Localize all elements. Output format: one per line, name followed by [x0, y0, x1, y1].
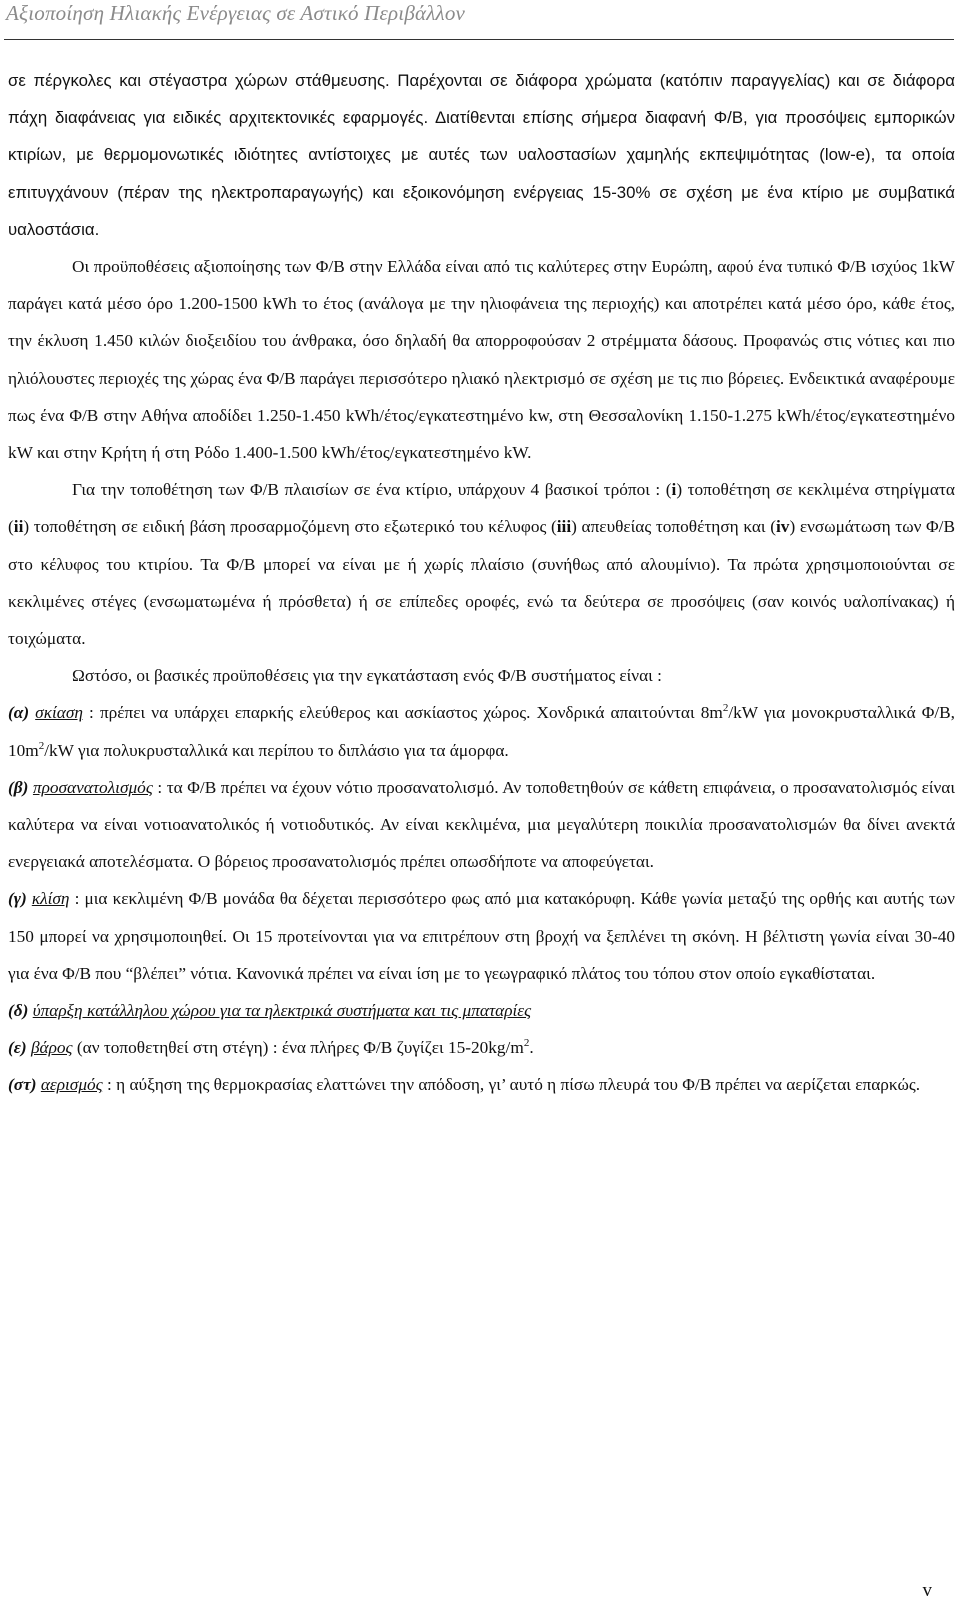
- item-label: (α): [8, 703, 30, 723]
- item-term: ύπαρξη κατάλληλου χώρου για τα ηλεκτρικά συστήματα και τις μπαταρίες: [32, 1001, 532, 1021]
- item-weight: (ε) βάρος (αν τοποθετηθεί στη στέγη) : ένα πλήρες Φ/Β ζυγίζει $15-20kg/m^2$.: [8, 1037, 534, 1058]
- item-label: (β): [8, 777, 29, 797]
- header-divider: [4, 39, 954, 40]
- item-label: (δ): [8, 1001, 29, 1021]
- page-header: [0, 0, 960, 50]
- item-orientation: (β) προσανατολισμός : τα Φ/Β πρέπει να έχουν νότιο προσανατολισμό. Αν τοποθετηθούν σε κάθετη επιφάνεια, ο προσανατολισμός είναι καλύτερα να είναι νοτιοανατολικός ή νοτιοδυτικός. Αν είναι κεκλιμένα, μια μεγαλύτερη ποικιλία προσανατολισμών θα δίνει ανεκτά ενεργειακά αποτελέσματα. Ο βόρειος προσανατολισμός πρέπει οπωσδήποτε να αποφεύγεται.: [8, 777, 955, 872]
- mount-text-2: ) τοποθέτηση σε κεκλιμένα στηρίγματα (: [8, 480, 955, 537]
- item-term: σκίαση: [35, 703, 83, 723]
- paragraph-mounting-methods: [8, 471, 955, 657]
- item-term: βάρος: [30, 1038, 73, 1058]
- paragraph-prerequisites: Ωστόσο, οι βασικές προϋποθέσεις για την εγκατάσταση ενός Φ/Β συστήματος είναι :: [72, 666, 662, 686]
- item-label: (στ): [8, 1075, 37, 1095]
- item-label: (γ): [8, 889, 27, 909]
- item-ventilation: (στ) αερισμός : η αύξηση της θερμοκρασίας ελαττώνει την απόδοση, γι’ αυτό η πίσω πλευρά του Φ/Β πρέπει να αερίζεται επαρκώς.: [8, 1075, 921, 1095]
- page-number: v: [922, 1580, 932, 1601]
- item-shading: (α) σκίαση : πρέπει να υπάρχει επαρκής ελεύθερος και ασκίαστος χώρος. Χονδρικά απαιτούνται $8m^2/kW$ για μονοκρυσταλλικά Φ/Β, $10m^2/kW$ για πολυκρυσταλλικά και περίπου το διπλάσιο για τα άμορφα.: [8, 702, 956, 760]
- mount-text-4: ) απευθείας τοποθέτηση και (: [571, 517, 776, 537]
- document-body: [8, 62, 955, 1104]
- header-title: Αξιοποίηση Ηλιακής Ενέργειας σε Αστικό Περιβάλλον: [6, 1, 466, 25]
- mount-text-3: ) τοποθέτηση σε ειδική βάση προσαρμοζόμενη στο εξωτερικό του κέλυφος (: [23, 517, 557, 537]
- item-term: προσανατολισμός: [32, 777, 153, 797]
- mount-text-5: ) ενσωμάτωση των Φ/Β στο κέλυφος του κτιρίου. Τα Φ/Β μπορεί να είναι με ή χωρίς πλαίσιο (συνήθως από αλουμίνιο). Τα πρώτα χρησιμοποιούνται σε κεκλιμένες στέγες (ενσωματωμένα ή πρόσθετα) ή σε επίπεδες οροφές, ενώ τα δεύτερα σε προσόψεις (σαν κοινός υαλοπίνακας) ή τοιχώματα.: [8, 517, 956, 649]
- mount-text-1: Για την τοποθέτηση των Φ/Β πλαισίων σε ένα κτίριο, υπάρχουν 4 βασικοί τρόποι : (: [72, 480, 672, 500]
- item-term: κλίση: [31, 889, 70, 909]
- item-tilt: (γ) κλίση : μια κεκλιμένη Φ/Β μονάδα θα δέχεται περισσότερο φως από μια κατακόρυφη. Κάθε γωνία μεταξύ της ορθής και αυτής των 150 μπορεί να χρησιμοποιηθεί. Οι 15 προτείνονται για να επιτρέπουν στη βροχή να ξεπλένει τη σκόνη. Η βέλτιστη γωνία είναι 30-40 για ένα Φ/Β που “βλέπει” νότια. Κανονικά πρέπει να είναι ίση με το γεωγραφικό πλάτος του τόπου στον οποίο εγκαθίσταται.: [8, 889, 955, 983]
- item-space: [8, 992, 955, 1029]
- roman-i: i: [671, 480, 677, 500]
- paragraph-intro: σε πέργκολες και στέγαστρα χώρων στάθμευσης. Παρέχονται σε διάφορα χρώματα (κατόπιν παραγγελίας) και σε διάφορα πάχη διαφάνειας για ειδικές αρχιτεκτονικές εφαρμογές. Διατίθενται επίσης σήμερα διαφανή Φ/Β, για προσόψεις εμπορικών κτιρίων, με θερμομονωτικές ιδιότητες αντίστοιχες με αυτές των υαλοστασίων χαμηλής εκπεψιμότητας (low-e), τα οποία επιτυγχάνουν (πέραν της ηλεκτροπαραγωγής) και εξοικονόμηση ενέργειας 15-30% σε σχέση με ένα κτίριο με συμβατικά υαλοστάσια.: [8, 71, 955, 239]
- item-label: (ε): [8, 1038, 27, 1058]
- roman-ii: ii: [13, 517, 24, 537]
- paragraph-conditions-greece: Οι προϋποθέσεις αξιοποίησης των Φ/Β στην Ελλάδα είναι από τις καλύτερες στην Ευρώπη, αφού ένα τυπικό Φ/Β ισχύος 1kW παράγει κατά μέσο όρο 1.200-1500 kWh το έτος (ανάλογα με την ηλιοφάνεια της περιοχής) και αποτρέπει κατά μέσο όρο, κάθε έτος, την έκλυση 1.450 κιλών διοξειδίου του άνθρακα, όσο δηλαδή θα απορροφούσαν 2 στρέμματα δάσους. Προφανώς στις νότιες και πιο ηλιόλουστες περιοχές της χώρας ένα Φ/Β παράγει περισσότερο ηλιακό ηλεκτρισμό σε σχέση με τις πιο βόρειες. Ενδεικτικά αναφέρουμε πως ένα Φ/Β στην Αθήνα αποδίδει 1.250-1.450 kWh/έτος/εγκατεστημένο kw, στη Θεσσαλονίκη 1.150-1.275 kWh/έτος/εγκατεστημένο kW και στην Κρήτη ή στη Ρόδο 1.400-1.500 kWh/έτος/εγκατεστημένο kW.: [8, 257, 955, 463]
- roman-iv: iv: [776, 517, 790, 537]
- item-term: αερισμός: [40, 1075, 103, 1095]
- roman-iii: iii: [556, 517, 572, 537]
